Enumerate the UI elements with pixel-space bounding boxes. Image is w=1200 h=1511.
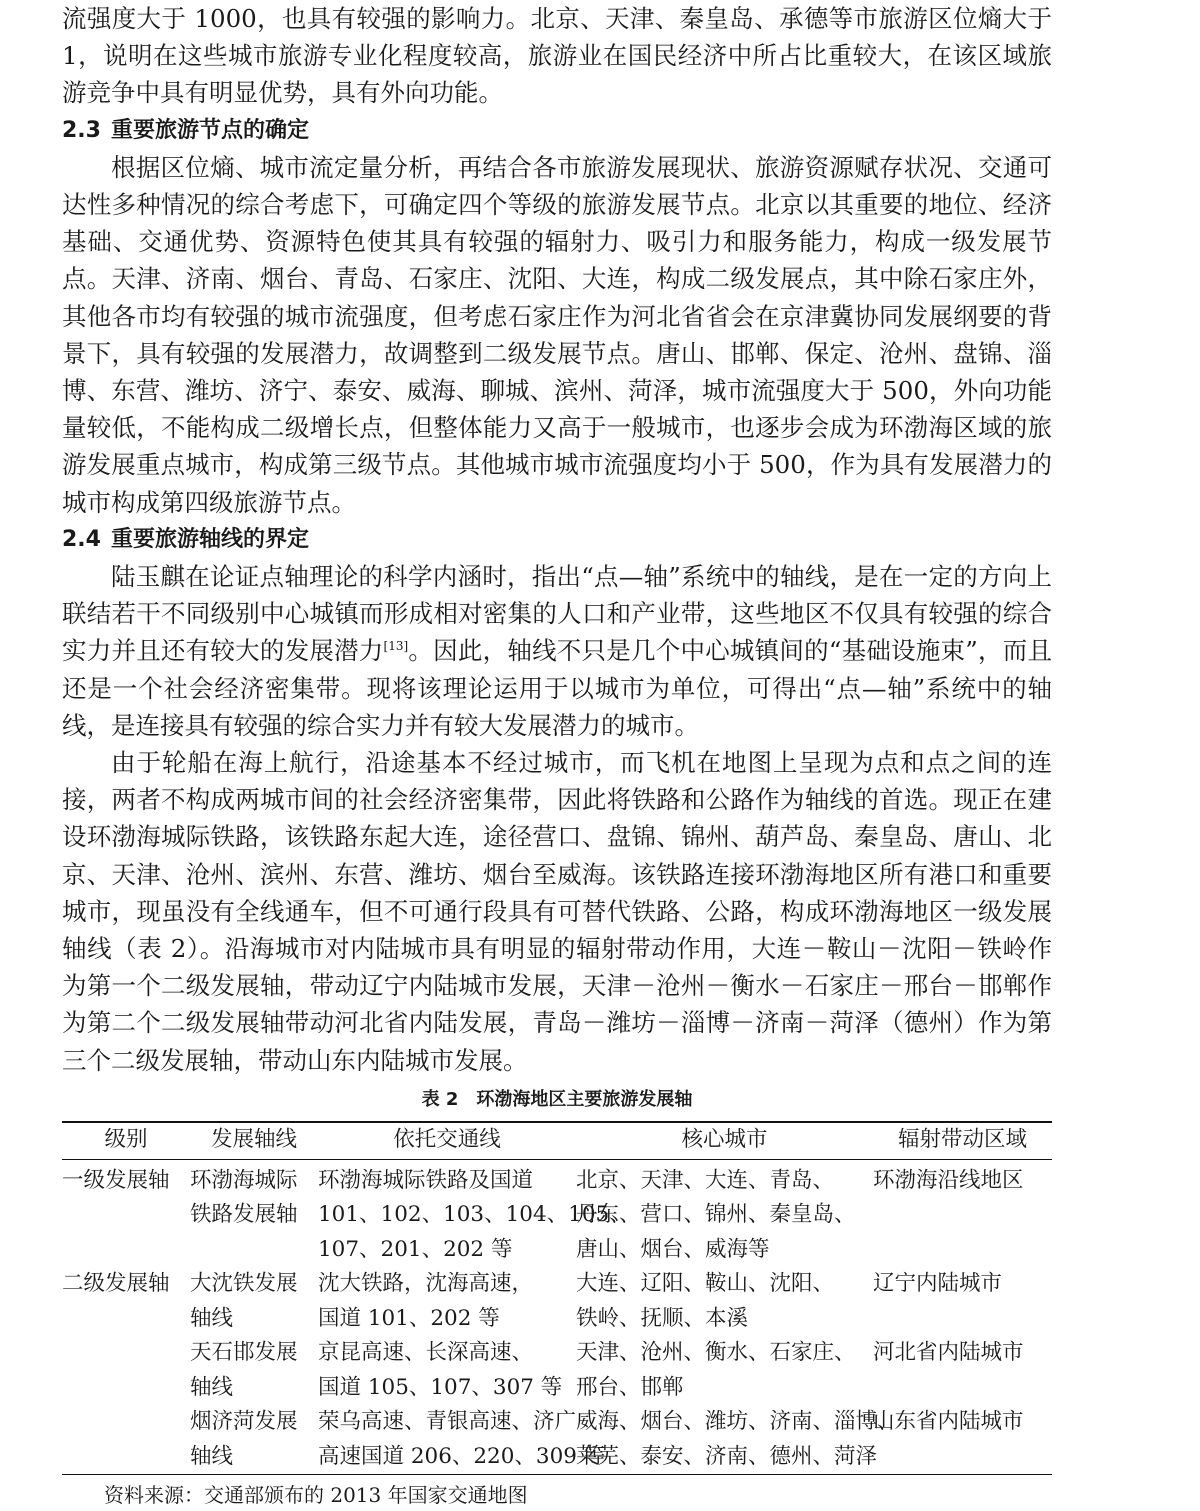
table-row: [62, 1159, 1052, 1267]
table-header-row: [62, 1122, 1052, 1160]
section-2-3-paragraph: 根据区位熵、城市流定量分析，再结合各市旅游发展现状、旅游资源赋存状况、交通可达性多种情况的综合考虑下，可确定四个等级的旅游发展节点。北京以其重要的地位、经济基础、交通优势、资源特色使其具有较强的辐射力、吸引力和服务能力，构成一级发展节点。天津、济南、烟台、青岛、石家庄、沈阳、大连，构成二级发展点，其中除石家庄外，其他各市均有较强的城市流强度，但考虑石家庄作为河北省省会在京津冀协同发展纲要的背景下，具有较强的发展潜力，故调整到二级发展节点。唐山、邯郸、保定、沧州、盘锦、淄博、东营、潍坊、济宁、泰安、威海、聊城、滨州、菏泽，城市流强度大于 500，外向功能量较低，不能构成二级增长点，但整体能力又高于一般城市，也逐步会成为环渤海区域的旅游发展重点城市，构成第三级节点。其他城市城市流强度均小于 500，作为具有发展潜力的城市构成第四级旅游节点。: [62, 152, 1052, 517]
column-header: 依托交通线: [393, 1126, 501, 1152]
axis-cell: 环渤海城际 铁路发展轴: [190, 1167, 298, 1228]
section-title: 重要旅游轴线的界定: [110, 526, 309, 552]
transport-cell: 京昆高速、长深高速、 国道 105、107、307 等: [318, 1340, 563, 1400]
section-number: 2.3: [62, 117, 101, 143]
table-row: [62, 1267, 1052, 1336]
section-2-4-paragraph-2: 由于轮船在海上航行，沿途基本不经过城市，而飞机在地图上呈现为点和点之间的连接，两者不构成两城市间的社会经济密集带，因此将铁路和公路作为轴线的首选。现正在建设环渤海城际铁路，该铁路东起大连，途径营口、盘锦、锦州、葫芦岛、秦皇岛、唐山、北京、天津、沧州、滨州、东营、潍坊、烟台至威海。该铁路连接环渤海地区所有港口和重要城市，现虽没有全线通车，但不可通行段具有可替代铁路、公路，构成环渤海地区一级发展轴线（表 2）。沿海城市对内陆城市具有明显的辐射带动作用，大连－鞍山－沈阳－铁岭作为第一个二级发展轴，带动辽宁内陆城市发展，天津－沧州－衡水－石家庄－邢台－邯郸作为第二个二级发展轴带动河北省内陆发展，青岛－潍坊－淄博－济南－菏泽（德州）作为第三个二级发展轴，带动山东内陆城市发展。: [62, 748, 1052, 1075]
cities-cell: 大连、辽阳、鞍山、沈阳、 铁岭、抚顺、本溪: [576, 1271, 835, 1331]
paragraph-text: 陆玉麒在论证点轴理论的科学内涵时，指出“点—轴”系统中的轴线，是在一定的方向上联结若干不同级别中心城镇而形成相对密集的人口和产业带，这些地区不仅具有较强的综合实力并且还有较大的发展潜力: [62, 562, 1052, 666]
transport-cell: 沈大铁路，沈海高速， 国道 101、202 等: [318, 1271, 534, 1331]
section-2-4-paragraph-1: [62, 558, 1052, 744]
axis-cell: 天石邯发展 轴线: [190, 1340, 298, 1400]
transport-cell: 荣乌高速、青银高速、济广 高速国道 206、220、309 等: [318, 1409, 606, 1469]
section-title: 重要旅游节点的确定: [110, 117, 309, 143]
citation-ref: [13]: [383, 639, 409, 654]
column-header: 发展轴线: [210, 1126, 297, 1152]
axis-cell: 大沈铁发展 轴线: [190, 1271, 298, 1331]
cities-cell: 北京、天津、大连、青岛、 丹东、营口、锦州、秦皇岛、 唐山、烟台、威海等: [576, 1167, 856, 1262]
section-2-3-heading: [62, 112, 1052, 149]
region-cell: 辽宁内陆城市: [873, 1271, 1003, 1297]
paper-page: [62, 0, 1052, 1511]
transport-cell: 环渤海城际铁路及国道 101、102、103、104、105、 107、201、202 等: [318, 1167, 631, 1262]
table-row: [62, 1405, 1052, 1475]
table-row: [62, 1336, 1052, 1405]
region-cell: 环渤海沿线地区: [873, 1167, 1024, 1193]
cities-cell: 天津、沧州、衡水、石家庄、 邢台、邯郸: [576, 1340, 856, 1400]
column-header: 级别: [104, 1126, 148, 1152]
axis-table: [62, 1121, 1052, 1476]
level-cell: 一级发展轴: [62, 1167, 170, 1193]
section-2-4-heading: [62, 521, 1052, 558]
axis-cell: 烟济菏发展 轴线: [190, 1409, 298, 1469]
column-header: 辐射带动区域: [897, 1126, 1027, 1152]
section-number: 2.4: [62, 526, 101, 552]
region-cell: 山东省内陆城市: [873, 1409, 1024, 1435]
level-cell: 二级发展轴: [62, 1271, 170, 1297]
region-cell: 河北省内陆城市: [873, 1340, 1024, 1366]
paragraph-text: 。因此，轴线不只是几个中心城镇间的“基础设施束”，而且还是一个社会经济密集带。现将该理论运用于以城市为单位，可得出“点—轴”系统中的轴线，是连接具有较强的综合实力并有较大发展潜力的城市。: [62, 636, 1052, 740]
intro-paragraph: 流强度大于 1000，也具有较强的影响力。北京、天津、秦皇岛、承德等市旅游区位熵大于 1，说明在这些城市旅游专业化程度较高，旅游业在国民经济中所占比重较大，在该区域旅游竞争中具有明显优势，具有外向功能。: [62, 4, 1052, 108]
level-cell: [62, 1405, 190, 1475]
table-caption: [62, 1087, 1052, 1113]
table-title: 环渤海地区主要旅游发展轴: [476, 1088, 693, 1110]
level-cell: [62, 1336, 190, 1405]
table-label: 表 2: [421, 1088, 459, 1110]
table-source-note: 资料来源：交通部颁布的 2013 年国家交通地图: [104, 1483, 528, 1508]
cities-cell: 威海、烟台、潍坊、济南、淄博、 莱芜、泰安、济南、德州、菏泽: [576, 1409, 899, 1469]
column-header: 核心城市: [681, 1126, 768, 1152]
